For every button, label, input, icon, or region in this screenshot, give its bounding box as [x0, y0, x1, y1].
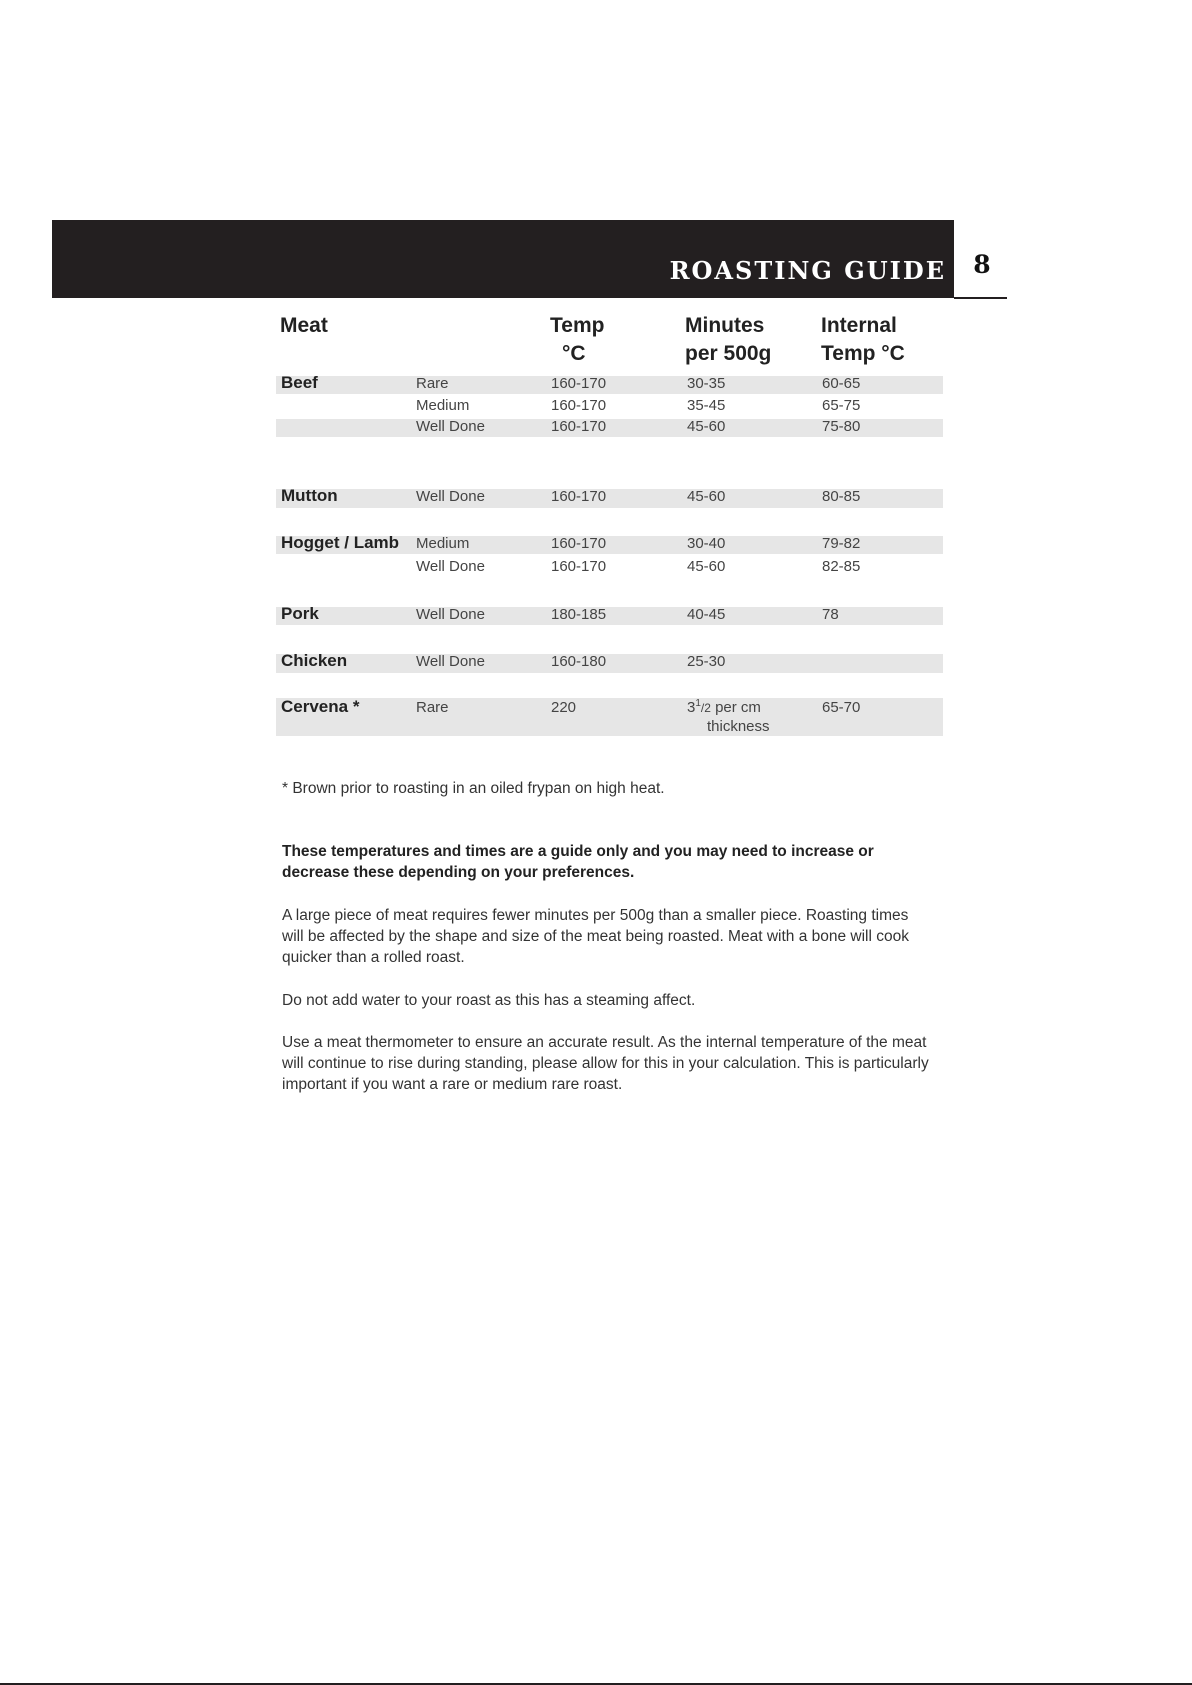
- table-cell-minutes: [687, 699, 761, 716]
- table-cell-internal: 65-75: [822, 397, 861, 414]
- table-cell-doneness: Well Done: [416, 418, 485, 435]
- column-header-meat-label: Meat: [280, 314, 328, 337]
- table-cell-doneness: Medium: [416, 397, 470, 414]
- row-band: [276, 654, 943, 673]
- table-cell-temp: 160-180: [551, 653, 607, 670]
- table-cell-minutes: 25-30: [687, 653, 726, 670]
- table-cell-meat: Beef: [281, 373, 318, 392]
- table-cell-minutes: 45-60: [687, 558, 726, 575]
- table-cell-minutes: 45-60: [687, 418, 726, 435]
- column-header-temp-line1: Temp: [550, 314, 605, 337]
- paragraph-piece-size: A large piece of meat requires fewer minutes per 500g than a smaller piece. Roasting times will be affected by the shape and size of the meat being roasted. Meat with a bone will cook quicker than a rolled roast.: [282, 907, 909, 966]
- column-header-temp: [550, 312, 604, 368]
- table-cell-doneness: Rare: [416, 375, 449, 392]
- table-cell-internal: 80-85: [822, 488, 861, 505]
- table-cell-internal: 78: [822, 606, 839, 623]
- table-cell-internal: 60-65: [822, 375, 861, 392]
- table-cell-temp: 160-170: [551, 558, 607, 575]
- table-cell-doneness: Well Done: [416, 653, 485, 670]
- table-cell-doneness: Medium: [416, 535, 470, 552]
- guide-disclaimer: These temperatures and times are a guide only and you may need to increase or decrease these depending on your preferences.: [282, 843, 874, 881]
- table-cell-doneness: Well Done: [416, 488, 485, 505]
- header-bar: [52, 220, 954, 298]
- table-cell-doneness: Well Done: [416, 606, 485, 623]
- table-cell-meat: Pork: [281, 604, 319, 623]
- column-header-internal-line1: Internal: [821, 314, 897, 337]
- table-cell-meat: Chicken: [281, 651, 348, 670]
- table-cell-internal: 65-70: [822, 699, 861, 716]
- column-header-internal-line2: Temp °C: [821, 342, 905, 365]
- table-cell-internal: 75-80: [822, 418, 861, 435]
- minutes-fraction-denominator: /2: [700, 701, 711, 715]
- footnote: * Brown prior to roasting in an oiled frypan on high heat.: [282, 780, 665, 797]
- table-cell-minutes: 30-40: [687, 535, 726, 552]
- column-header-minutes-line1: Minutes: [685, 314, 765, 337]
- table-cell-temp: 180-185: [551, 606, 607, 623]
- table-cell-meat: Mutton: [281, 486, 338, 505]
- table-cell-minutes: 40-45: [687, 606, 726, 623]
- table-cell-doneness: Rare: [416, 699, 449, 716]
- minutes-unit: per cm: [710, 699, 761, 716]
- table-cell-minutes: 45-60: [687, 488, 726, 505]
- column-header-temp-line2: °C: [562, 342, 586, 365]
- page-title: ROASTING GUIDE: [669, 256, 946, 285]
- column-header-meat: [280, 312, 328, 340]
- table-cell-internal: 79-82: [822, 535, 861, 552]
- table-cell-meat: Hogget / Lamb: [281, 533, 400, 552]
- column-header-minutes: [685, 312, 771, 368]
- minutes-fraction-numerator: 1: [695, 698, 701, 709]
- column-header-minutes-line2: per 500g: [685, 342, 772, 365]
- table-cell-minutes-line2: thickness: [707, 718, 770, 735]
- table-cell-temp: 160-170: [551, 375, 607, 392]
- row-band: [276, 607, 943, 625]
- paragraph-thermometer: Use a meat thermometer to ensure an accurate result. As the internal temperature of the meat will continue to rise during standing, please allow for this in your calculation. This is particularly important if you want a rare or medium rare roast.: [282, 1034, 929, 1093]
- page-number-rule: [954, 297, 1007, 299]
- table-cell-internal: 82-85: [822, 558, 861, 575]
- table-cell-temp: 160-170: [551, 535, 607, 552]
- table-cell-doneness: Well Done: [416, 558, 485, 575]
- table-cell-minutes: 35-45: [687, 397, 726, 414]
- minutes-whole: 3: [687, 699, 696, 716]
- page-number: 8: [973, 250, 991, 279]
- paragraph-no-water: Do not add water to your roast as this has a steaming affect.: [282, 992, 696, 1009]
- table-cell-temp: 160-170: [551, 488, 607, 505]
- table-cell-temp: 160-170: [551, 397, 607, 414]
- table-cell-temp: 220: [551, 699, 577, 716]
- table-cell-temp: 160-170: [551, 418, 607, 435]
- table-cell-meat: Cervena *: [281, 697, 360, 716]
- column-header-internal: [821, 312, 905, 368]
- table-cell-minutes: 30-35: [687, 375, 726, 392]
